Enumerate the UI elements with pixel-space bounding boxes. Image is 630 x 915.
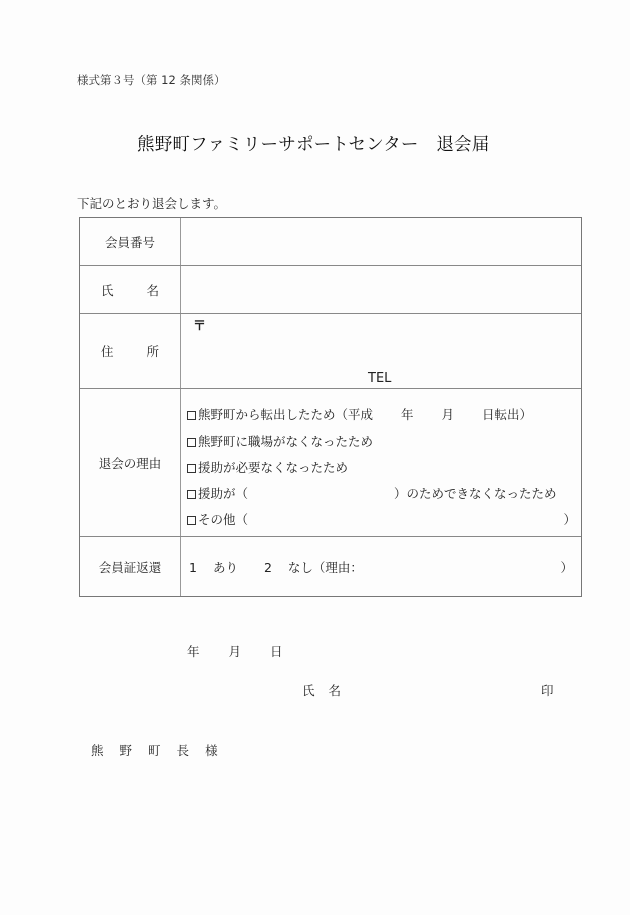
member-number-field[interactable] (181, 218, 581, 265)
label-text-a: 氏 (100, 282, 114, 298)
reason-option-cannot-help[interactable] (187, 484, 557, 502)
day-label: 日 (270, 644, 283, 659)
option-1-number[interactable]: 1 (189, 560, 197, 575)
year-label: 年 (401, 407, 414, 422)
form-number: 様式第３号（第 12 条関係） (77, 73, 226, 87)
addressee-char: 熊 (91, 743, 104, 758)
checkbox[interactable] (187, 490, 196, 499)
checkbox[interactable] (187, 438, 196, 447)
row-name (80, 266, 581, 314)
reason-suffix: ） (563, 512, 576, 527)
label-address (80, 314, 181, 388)
name-label-a: 氏 (302, 683, 315, 698)
reason-text: 熊野町から転出したため（平成 (198, 407, 374, 422)
lead-text: 下記のとおり退会します。 (77, 196, 227, 211)
addressee-char: 野 (119, 743, 133, 758)
address-field[interactable] (181, 314, 581, 388)
name-field[interactable] (181, 266, 581, 313)
page-title: 熊野町ファミリーサポートセンター 退会届 (137, 135, 490, 155)
year-label: 年 (187, 644, 200, 659)
card-return-options (181, 537, 581, 596)
reason-option-no-workplace[interactable] (187, 432, 373, 450)
reason-option-moved-out[interactable] (187, 405, 532, 423)
reason-option-other[interactable] (187, 510, 576, 528)
checkbox[interactable] (187, 411, 196, 420)
row-address (80, 314, 581, 389)
reason-text: 熊野町に職場がなくなったため (198, 434, 374, 449)
addressee-char: 様 (205, 743, 218, 758)
row-card-return (80, 537, 581, 596)
month-label: 月 (228, 644, 242, 659)
card-return-line (189, 558, 573, 576)
option-2-number[interactable]: 2 (263, 560, 272, 575)
addressee-char: 長 (176, 743, 190, 758)
name-label-b: 名 (328, 683, 342, 698)
month-label: 月 (441, 407, 455, 422)
label-member-number (80, 218, 181, 265)
row-reason (80, 389, 581, 537)
row-member-number (80, 218, 581, 266)
label-text: 会員番号 (104, 234, 155, 250)
label-text-b: 所 (146, 344, 160, 359)
label-text-a: 住 (100, 344, 114, 359)
label-text: 会員証返還 (98, 559, 162, 575)
date-line[interactable] (187, 642, 283, 660)
day-label: 日転出） (482, 407, 533, 422)
reason-text: 援助が（ (198, 486, 249, 501)
label-reason (80, 389, 181, 536)
checkbox[interactable] (187, 516, 196, 525)
reason-options (181, 389, 581, 536)
reason-text: その他（ (198, 512, 249, 527)
seal-mark: 印 (541, 683, 554, 698)
withdrawal-form-table (79, 217, 582, 597)
addressee (91, 741, 218, 759)
reason-option-no-longer-needed[interactable] (187, 458, 348, 476)
reason-suffix: ）のためできなくなったため (394, 486, 557, 501)
reason-text: 援助が必要なくなったため (198, 460, 349, 475)
signature-field[interactable] (340, 675, 535, 699)
close-paren: ） (560, 560, 573, 575)
label-name (80, 266, 181, 313)
addressee-char: 町 (148, 743, 161, 758)
checkbox[interactable] (187, 464, 196, 473)
label-text: 退会の理由 (98, 455, 162, 471)
option-1-label[interactable]: あり (212, 560, 238, 575)
postal-mark-icon: 〒 (193, 319, 207, 334)
option-2-label[interactable]: なし（理由： (287, 560, 363, 575)
tel-label: TEL (368, 371, 392, 386)
label-card-return (80, 537, 181, 596)
label-text-b: 名 (146, 282, 160, 298)
signature-name-label (302, 681, 341, 699)
